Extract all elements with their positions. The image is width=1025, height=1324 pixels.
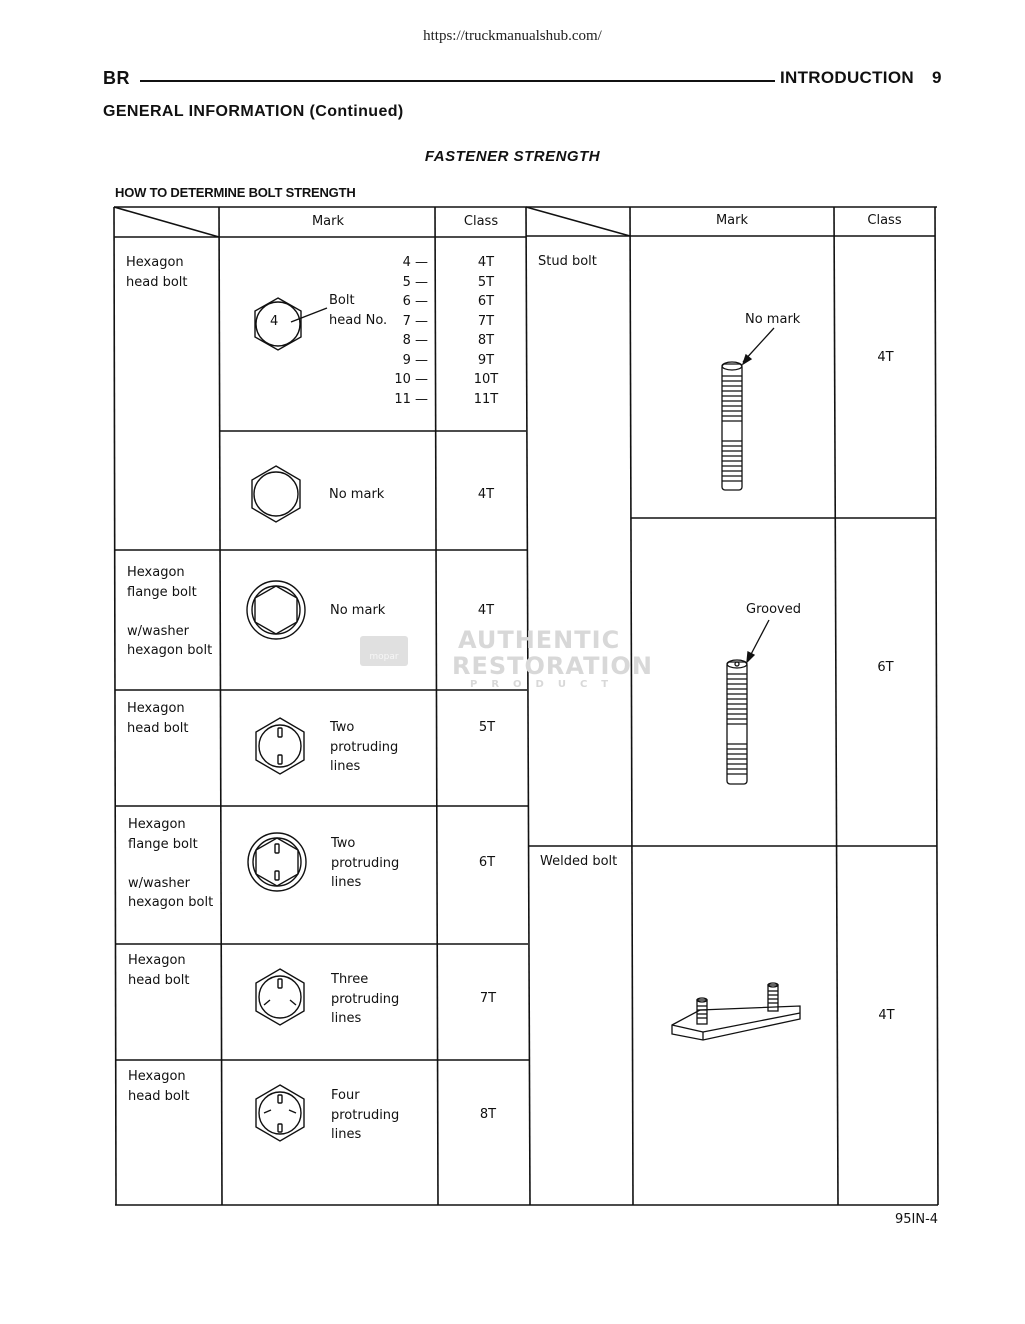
right-mark-header: Mark [715,213,749,228]
class-value: 4T [877,350,894,365]
figure-title: HOW TO DETERMINE BOLT STRENGTH [115,185,356,200]
hex-head-four-lines-icon [256,1085,304,1141]
mark-description [331,1086,399,1145]
class-value: 5T [477,274,495,290]
bolt-head-no-label [329,291,387,330]
hex-head-two-lines-icon [256,718,304,774]
bolt-type-line: flange bolt [127,584,197,600]
class-value: 5T [478,720,496,735]
watermark-line2: RESTORATION [452,652,653,680]
bolt-type-line: hexagon bolt [128,895,214,910]
class-value: 7T [477,313,495,329]
bolt-type-line: head bolt [127,720,189,736]
mark-line: protruding [331,991,400,1007]
mark-line: Three [331,972,369,987]
header-model-code: BR [103,68,130,88]
section-title: GENERAL INFORMATION (Continued) [103,103,404,120]
bolt-type-line: hexagon bolt [127,643,213,658]
figure-code: 95IN-4 [895,1212,939,1227]
source-url: https://truckmanualshub.com/ [423,28,602,44]
class-value: 6T [478,855,496,870]
head-number-label: 4 [270,314,279,329]
right-class-header: Class [867,213,902,228]
page-number: 9 [932,68,942,87]
mark-description [330,718,398,777]
bolt-type-line: Hexagon [127,701,185,716]
welded-bolt-icon [672,983,800,1040]
stud-bolt-no-mark-icon [722,328,774,490]
bolt-type-line [127,602,212,622]
head-number: 9 — [402,352,428,368]
left-class-header: Class [463,214,499,229]
head-number: 8 — [402,333,428,348]
bolt-type-line [128,854,213,874]
mark-line: lines [331,1127,362,1142]
mark-line: protruding [330,739,399,755]
class-value: 6T [477,294,495,309]
bolt-head-label-line: head No. [329,312,388,328]
flange-head-plain-icon [247,581,305,639]
class-value: 8T [479,1107,497,1122]
bolt-type-hex-head [128,1067,190,1106]
head-number: 5 — [402,274,428,290]
bolt-type-line: Hexagon [128,1069,186,1084]
mark-line: lines [331,875,362,890]
bolt-type-line: w/washer [127,623,189,639]
subsection-title: FASTENER STRENGTH [424,148,601,165]
bolt-type-line: flange bolt [128,836,198,852]
hex-head-plain-icon [252,466,300,522]
mark-description [331,970,399,1029]
class-value: 8T [477,333,495,348]
bolt-type-line: Hexagon [127,565,185,580]
head-number: 6 — [402,294,428,309]
bolt-type-line: Hexagon [128,817,186,832]
mark-line: protruding [331,1107,400,1123]
head-number: 11 — [394,391,428,407]
left-mark-header: Mark [311,214,345,229]
head-number: 10 — [394,372,428,387]
bolt-type-line: head bolt [126,274,188,290]
mopar-logo-text: mopar [369,652,399,662]
mark-description [331,834,399,893]
head-number: 4 — [402,255,428,270]
bolt-head-label-line: Bolt [329,293,355,308]
mark-line: Two [331,836,356,851]
class-value: 6T [877,660,894,675]
class-value: 4T [477,487,495,502]
class-value: 11T [473,391,499,407]
bolt-type-line: Hexagon [126,255,184,270]
class-list [442,253,530,409]
bolt-type-hex-head [127,699,189,738]
head-number-list [380,253,428,409]
mark-description: No mark [330,603,386,618]
mark-line: lines [330,759,361,774]
bolt-type-line: head bolt [128,1088,190,1104]
mark-description: No mark [329,487,385,502]
bolt-type-line: Hexagon [128,953,186,968]
class-value: 7T [479,991,497,1006]
mark-line: Two [330,720,355,735]
stud-mark-label: Grooved [746,602,801,617]
watermark-line1: AUTHENTIC [458,626,621,654]
stud-mark-label: No mark [745,312,801,327]
class-value: 4T [878,1008,895,1023]
mark-line: Four [331,1088,360,1103]
bolt-type-line: w/washer [128,875,190,891]
bolt-type-hex-head [128,951,190,990]
mark-line: protruding [331,855,400,871]
mark-line: lines [331,1011,362,1026]
header-section-name: INTRODUCTION [780,68,914,87]
class-value: 10T [473,372,499,387]
bolt-type-flange [128,815,213,913]
head-number: 7 — [402,313,428,329]
hex-head-three-lines-icon [256,969,304,1025]
stud-bolt-grooved-icon [727,620,769,784]
hex-head-numbered-icon [255,298,327,350]
bolt-type-hex-head [126,253,188,292]
watermark-line3: PRODUCT [470,679,623,690]
flange-head-two-lines-icon [248,833,306,891]
class-value: 9T [477,352,495,368]
bolt-type-line: head bolt [128,972,190,988]
class-value: 4T [477,603,495,618]
bolt-type-flange [127,563,212,661]
bolt-type-welded: Welded bolt [540,854,618,869]
class-value: 4T [477,255,495,270]
bolt-type-stud: Stud bolt [538,254,597,269]
